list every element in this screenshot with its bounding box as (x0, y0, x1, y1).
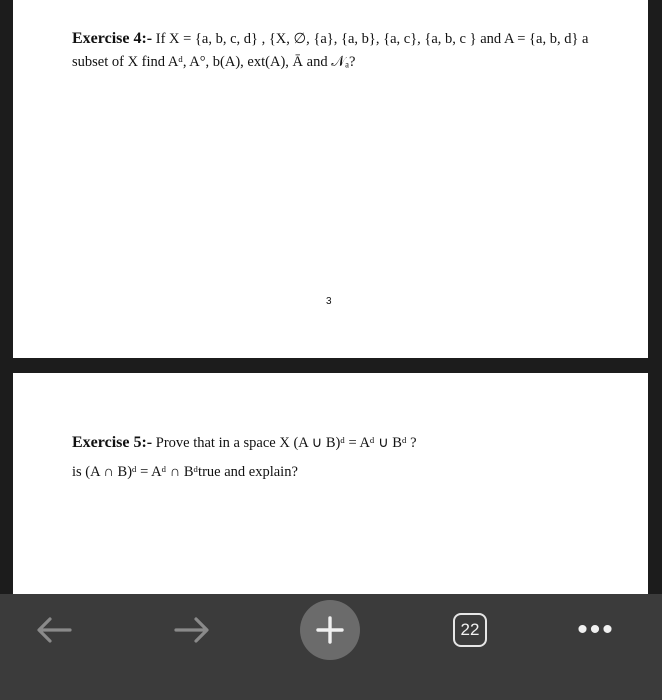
exercise-5-line-2: is (A ∩ B)ᵈ = Aᵈ ∩ Bᵈtrue and explain? (72, 464, 298, 480)
exercise-4-line-2: subset of X find Aᵈ, A°, b(A), ext(A), Ā and 𝒩ₐ? (72, 54, 356, 70)
arrow-left-icon (34, 615, 74, 645)
plus-icon (316, 616, 344, 644)
more-dots-icon: ••• (577, 613, 615, 646)
exercise-5-line-1 (72, 432, 417, 454)
exercise-5-text-1: Prove that in a space X (A ∪ B)ᵈ = Aᵈ ∪ Bᵈ ? (155, 435, 417, 451)
document-page-3 (13, 0, 648, 358)
tab-count-badge: 22 (453, 613, 487, 647)
new-tab-button[interactable] (300, 600, 360, 660)
browser-toolbar (0, 594, 662, 700)
page-number: 3 (326, 296, 332, 307)
exercise-4-label: Exercise 4:- (72, 30, 153, 47)
arrow-right-icon (172, 615, 212, 645)
exercise-4-text-1: If X = {a, b, c, d} , {X, ∅, {a}, {a, b}, {a, c}, {a, b, c } and A = {a, b, d} a (155, 31, 589, 47)
back-button[interactable] (30, 608, 78, 652)
exercise-4-line-1 (72, 28, 588, 50)
exercise-5-label: Exercise 5:- (72, 434, 153, 451)
forward-button[interactable] (168, 608, 216, 652)
tabs-button[interactable] (448, 608, 492, 652)
document-page-4 (13, 373, 648, 603)
more-menu-button[interactable] (568, 608, 624, 652)
